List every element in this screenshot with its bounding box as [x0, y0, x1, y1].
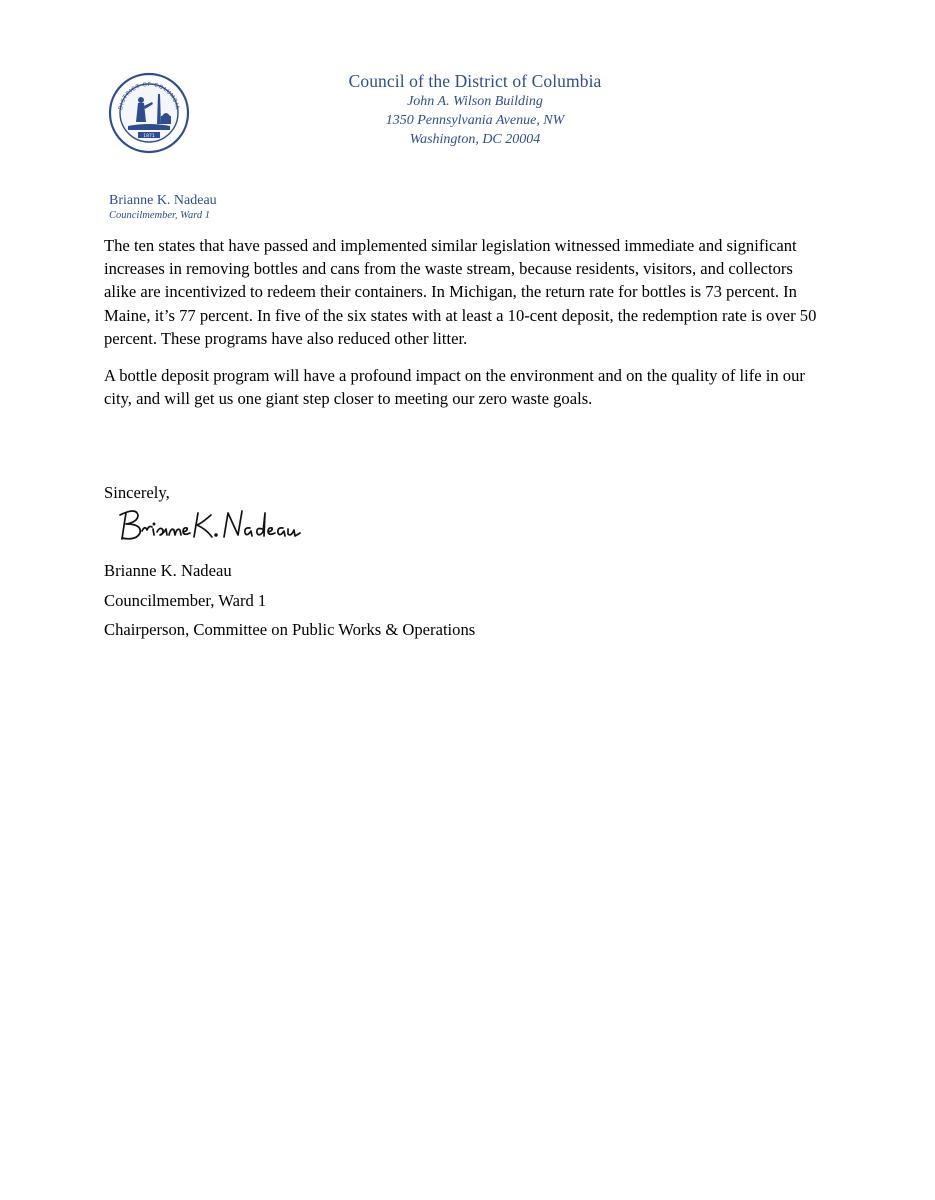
- salutation: Sincerely,: [104, 483, 170, 502]
- council-seal-logo: [108, 72, 190, 154]
- body-paragraph: A bottle deposit program will have a profound impact on the environment and on the quality of life in our city, and will get us one giant step closer to meeting our zero waste goals.: [104, 366, 805, 409]
- svg-text:DISTRICT OF COLUMBIA: DISTRICT OF COLUMBIA: [118, 81, 180, 111]
- signoff-block: [104, 556, 475, 645]
- sender-block: [109, 193, 217, 223]
- signer-committee: Chairperson, Committee on Public Works & Operations: [104, 620, 476, 639]
- signer-title: Councilmember, Ward 1: [104, 590, 267, 610]
- sender-name: Brianne K. Nadeau: [109, 193, 217, 208]
- letter-body: [104, 234, 826, 424]
- city-address: Washington, DC 20004: [409, 132, 541, 147]
- svg-text:1871: 1871: [143, 134, 155, 139]
- letterhead: [330, 70, 620, 149]
- organization-name: Council of the District of Columbia: [348, 71, 602, 91]
- sender-title: Councilmember, Ward 1: [109, 210, 211, 221]
- street-address: 1350 Pennsylvania Avenue, NW: [385, 113, 565, 128]
- body-paragraph: The ten states that have passed and implemented similar legislation witnessed immediate and significant increases in removing bottles and cans from the waste stream, because residents, visitors, and collectors alike are incentivized to redeem their containers. In Michigan, the return rate for bottles is 73 percent. In Maine, it’s 77 percent. In five of the six states with at least a 10-cent deposit, the redemption rate is over 50 percent. These programs have also reduced other litter.: [104, 236, 817, 348]
- handwritten-signature: [116, 505, 336, 547]
- signer-name: Brianne K. Nadeau: [104, 561, 232, 580]
- building-name: John A. Wilson Building: [407, 94, 543, 109]
